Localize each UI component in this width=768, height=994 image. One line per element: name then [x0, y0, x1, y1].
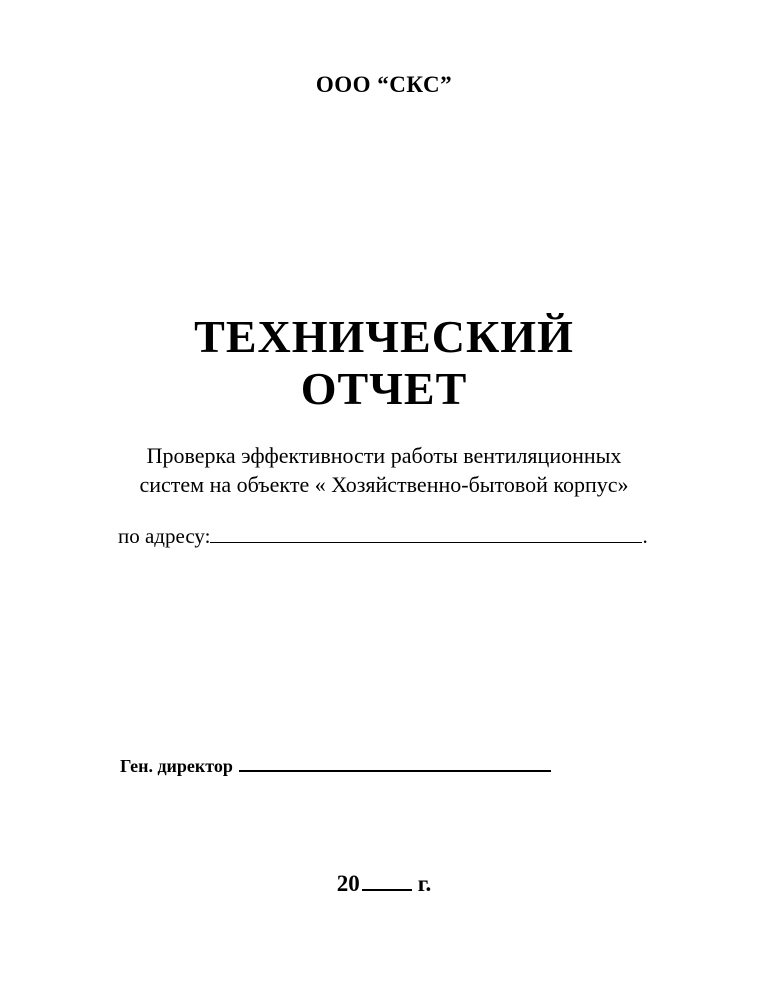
address-row	[118, 524, 648, 549]
director-signature-line	[239, 754, 551, 772]
subtitle-line-1: Проверка эффективности работы вентиляционных	[146, 443, 622, 468]
organization-name: ООО “СКС”	[315, 72, 453, 97]
address-end-period: .	[642, 524, 648, 548]
document-title-line-1: ТЕХНИЧЕСКИЙ	[194, 311, 574, 362]
year-suffix: г.	[417, 871, 432, 896]
year-prefix: 20	[336, 871, 360, 896]
subtitle-line-2: систем на объекте « Хозяйственно-бытовой корпус»	[139, 472, 629, 497]
year-row	[0, 871, 768, 897]
document-subtitle	[0, 441, 768, 499]
director-signature-row	[120, 754, 551, 777]
director-label: Ген. директор	[120, 756, 233, 776]
address-label: по адресу:	[118, 524, 211, 548]
year-blank-line	[362, 873, 412, 891]
document-title-line-2: ОТЧЕТ	[300, 363, 468, 414]
address-blank-line	[210, 524, 642, 543]
